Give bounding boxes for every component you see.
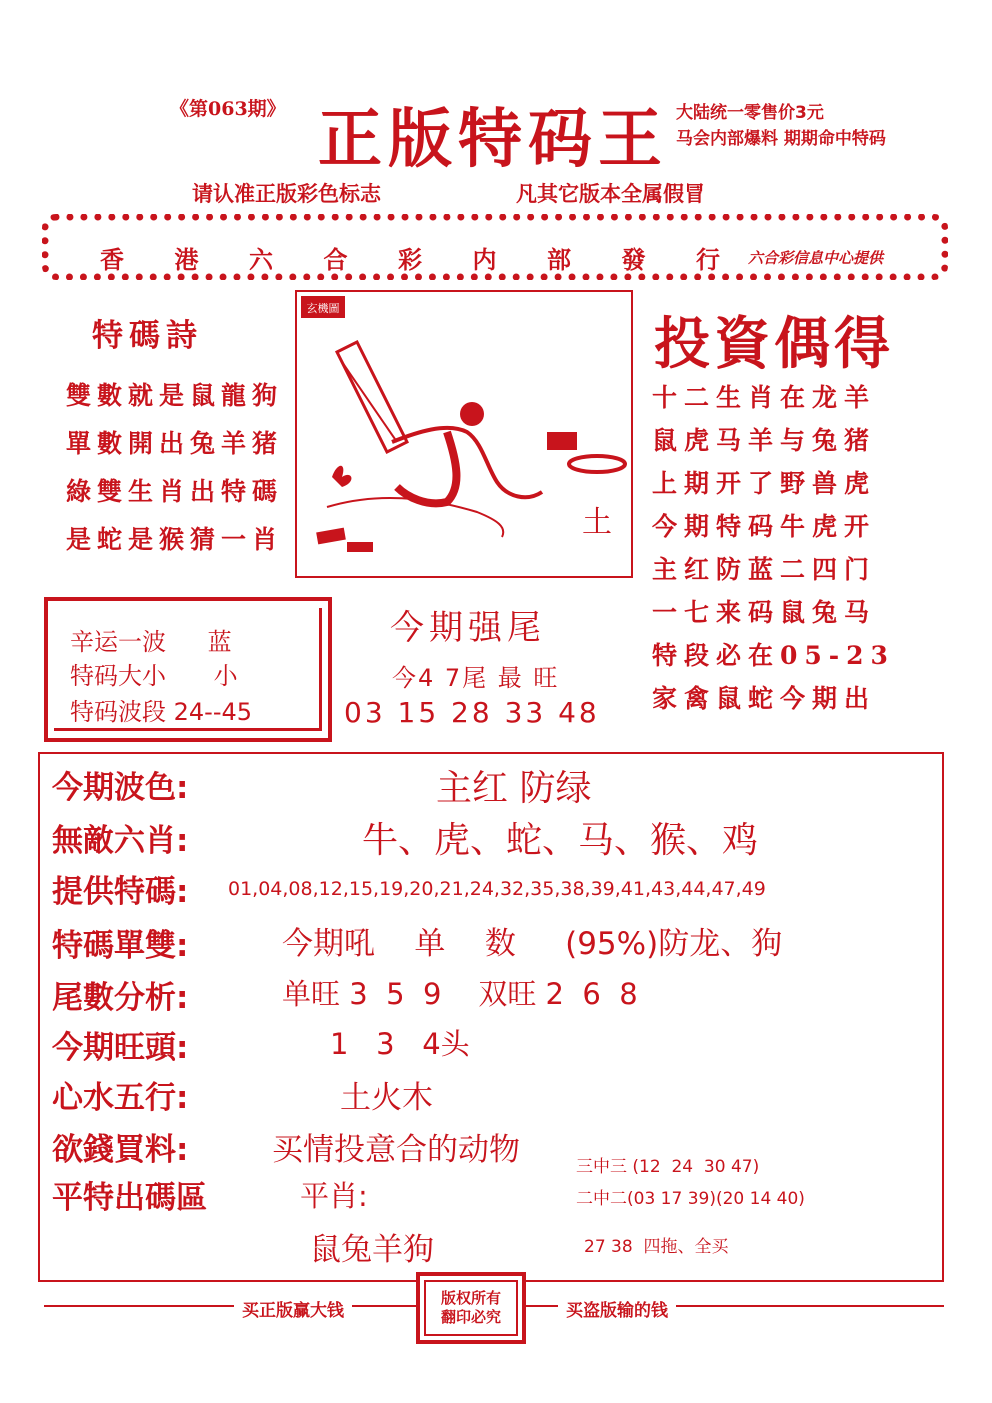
copyright-stamp-inner — [424, 1280, 518, 1336]
publisher-char: 香 — [100, 245, 124, 274]
row-label-flat-zone: 平特出碼區 — [52, 1180, 207, 1216]
stamp-line: 翻印必究 — [440, 1308, 501, 1326]
invest-line: 家禽鼠蛇今期出 — [652, 684, 877, 713]
lucky-range-label: 特码波段 — [70, 698, 166, 726]
tail-subtitle: 今4 7尾 最 旺 — [392, 664, 560, 692]
invest-line: 一七来码鼠兔马 — [652, 598, 877, 627]
lucky-size — [70, 656, 238, 691]
poem-line: 是蛇是猴猜一肖 — [66, 525, 284, 554]
issue-number: 《第063期》 — [170, 98, 286, 120]
row-label-five-elements: 心水五行: — [52, 1080, 189, 1116]
footer-slogan-right: 买盗版输的钱 — [558, 1296, 676, 1321]
invest-line: 鼠虎马羊与兔猪 — [652, 426, 877, 455]
row-label-odd-even: 特碼單雙: — [52, 928, 189, 964]
poem-line: 綠雙生肖出特碼 — [66, 477, 284, 506]
publisher-source: 六合彩信息中心提供 — [748, 249, 884, 267]
row-value-hot-heads: 1 3 4头 — [330, 1027, 470, 1061]
row-label-special-numbers: 提供特碼: — [52, 874, 189, 910]
insider-note: 马会内部爆料 期期命中特码 — [676, 129, 886, 149]
combo-two-of-two: 二中二(03 17 39)(20 14 40) — [576, 1189, 805, 1209]
row-label-hot-heads: 今期旺頭: — [52, 1030, 189, 1066]
row-value-tail-analysis: 单旺 3 5 9 双旺 2 6 8 — [282, 977, 638, 1011]
warrior-illustration-icon — [297, 292, 631, 576]
publisher-char: 港 — [174, 245, 199, 274]
stamp-line: 版权所有 — [440, 1289, 501, 1307]
row-value-five-elements: 土火木 — [340, 1080, 433, 1116]
row-value-flat-zone: 平肖: — [300, 1179, 368, 1213]
lucky-size-value: 小 — [213, 662, 238, 690]
lucky-wave-value: 蓝 — [207, 628, 232, 656]
poem-line: 單數開出兔羊猪 — [66, 429, 284, 458]
lucky-size-label: 特码大小 — [70, 662, 166, 690]
row-value-special-numbers: 01,04,08,12,15,19,20,21,24,32,35,38,39,41,43,44,47,49 — [228, 878, 766, 900]
row-value-six-zodiacs: 牛、虎、蛇、马、猴、鸡 — [362, 820, 759, 861]
invest-line: 十二生肖在龙羊 — [652, 383, 877, 412]
page-title: 正版特码王 — [318, 103, 668, 177]
lucky-range-value: 24--45 — [173, 698, 253, 726]
row-value-wave-color: 主红 防绿 — [436, 768, 592, 809]
row-value-buy-tip: 买情投意合的动物 — [272, 1132, 520, 1168]
flat-animals: 鼠兔羊狗 — [310, 1232, 434, 1268]
picture-caption: 土 — [582, 505, 612, 540]
publisher-char: 行 — [696, 245, 720, 274]
publisher-name — [100, 240, 720, 275]
combo-four-drag: 27 38 四拖、全买 — [584, 1237, 729, 1257]
row-label-buy-tip: 欲錢買料: — [52, 1132, 189, 1168]
tail-numbers: 03 15 28 33 48 — [344, 696, 600, 729]
price-note: 大陆统一零售价3元 — [676, 103, 824, 123]
row-label-tail-analysis: 尾數分析: — [52, 980, 189, 1016]
invest-line: 上期开了野兽虎 — [652, 469, 877, 498]
lucky-range — [70, 692, 252, 727]
lucky-wave — [70, 622, 232, 657]
publisher-char: 彩 — [398, 245, 422, 274]
publisher-char: 發 — [621, 245, 646, 274]
publisher-char: 六 — [249, 245, 273, 274]
row-label-wave-color: 今期波色: — [52, 770, 189, 806]
puzzle-picture — [295, 290, 633, 578]
row-value-odd-even: 今期吼 单 数 (95%)防龙、狗 — [282, 926, 783, 962]
poem-title: 特碼詩 — [92, 318, 203, 354]
poem-line: 雙數就是鼠龍狗 — [66, 381, 284, 410]
authentic-note: 请认准正版彩色标志 — [192, 182, 381, 206]
tail-title: 今期强尾 — [390, 608, 546, 648]
invest-line: 今期特码牛虎开 — [652, 512, 877, 541]
invest-title: 投資偶得 — [654, 312, 894, 377]
invest-line: 主红防蓝二四门 — [652, 555, 877, 584]
publisher-char: 内 — [472, 245, 497, 274]
publisher-char: 部 — [547, 245, 571, 274]
row-label-six-zodiacs: 無敵六肖: — [52, 823, 189, 859]
picture-seal: 玄機圖 — [306, 302, 340, 315]
counterfeit-note: 凡其它版本全属假冒 — [516, 182, 705, 206]
publisher-char: 合 — [323, 245, 348, 274]
lucky-wave-label: 辛运一波 — [70, 628, 166, 656]
invest-line: 特段必在05-23 — [652, 641, 895, 670]
footer-slogan-left: 买正版赢大钱 — [234, 1296, 352, 1321]
combo-three-of-three: 三中三 (12 24 30 47) — [576, 1157, 760, 1177]
